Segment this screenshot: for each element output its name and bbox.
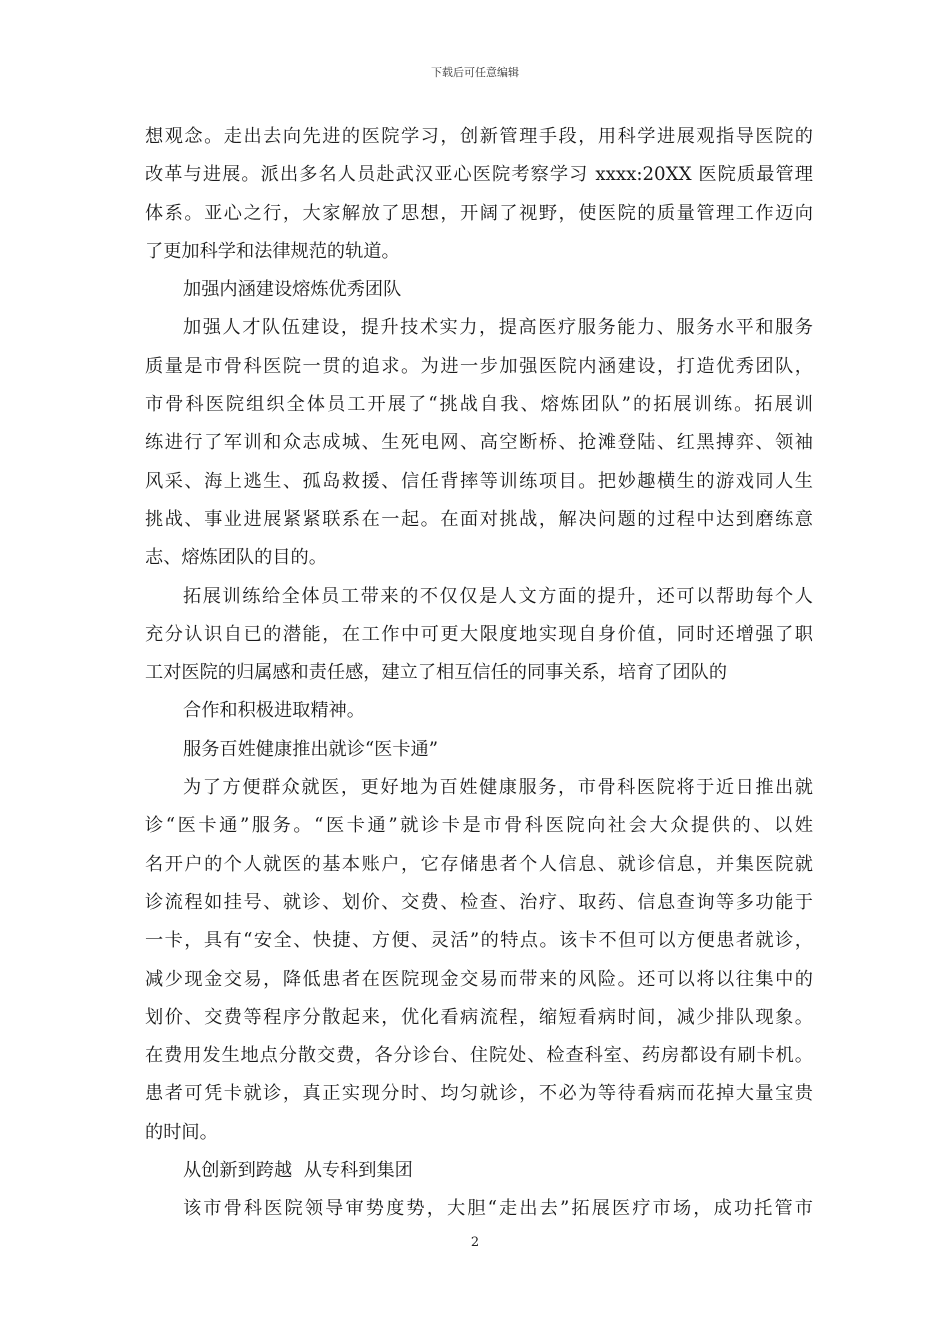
document-body	[145, 118, 813, 1229]
page-number: 2	[470, 1235, 480, 1250]
paragraph-line: 的时间。	[145, 1121, 218, 1143]
paragraph-line: 练进行了军训和众志成城、生死电网、高空断桥、抢滩登陆、红黑搏弈、领袖	[145, 432, 813, 454]
paragraph-line: 划价、交费等程序分散起来，优化看病流程，缩短看病时间，减少排队现象。	[145, 1006, 813, 1028]
paragraph-line: 名开户的个人就医的基本账户，它存储患者个人信息、就诊信息，并集医院就	[145, 853, 813, 875]
section-heading: 加强内涵建设熔炼优秀团队	[183, 279, 402, 301]
paragraph-line: 了更加科学和法律规范的轨道。	[145, 240, 400, 262]
paragraph-line: 充分认识自已的潜能，在工作中可更大限度地实现自身价值，同时还增强了职	[145, 623, 813, 645]
paragraph-line: 患者可凭卡就诊，真正实现分时、均匀就诊，不必为等待看病而花掉大量宝贵	[145, 1083, 813, 1105]
paragraph-line: 拓展训练给全体员工带来的不仅仅是人文方面的提升，还可以帮助每个人	[183, 585, 813, 607]
paragraph-line: 诊“医卡通”服务。“医卡通”就诊卡是市骨科医院向社会大众提供的、以姓	[145, 815, 813, 837]
paragraph-line: 改革与进展。派出多名人员赴武汉亚心医院考察学习 xxxx:20XX 医院质最管理	[145, 164, 813, 186]
paragraph-line: 质量是市骨科医院一贯的追求。为进一步加强医院内涵建设，打造优秀团队，	[145, 355, 813, 377]
paragraph-line: 在费用发生地点分散交费，各分诊台、住院处、检查科室、药房都设有刷卡机。	[145, 1045, 813, 1067]
paragraph-line: 志、熔炼团队的目的。	[145, 547, 327, 569]
paragraph-line: 诊流程如挂号、就诊、划价、交费、检查、治疗、取药、信息查询等多功能于	[145, 891, 813, 913]
paragraph-line: 减少现金交易，降低患者在医院现金交易而带来的风险。还可以将以往集中的	[145, 968, 813, 990]
paragraph-line: 体系。亚心之行，大家解放了思想，开阔了视野，使医院的质量管理工作迈向	[145, 202, 813, 224]
paragraph-line: 一卡，具有“安全、快捷、方便、灵活”的特点。该卡不但可以方便患者就诊，	[145, 930, 813, 952]
paragraph-line: 工对医院的归属感和责任感，建立了相互信任的同事关系，培育了团队的	[145, 662, 728, 684]
page-header: 下载后可任意编辑	[431, 66, 519, 79]
paragraph-line: 为了方便群众就医，更好地为百姓健康服务，市骨科医院将于近日推出就	[183, 777, 813, 799]
paragraph-line: 合作和积极进取精神。	[183, 700, 365, 722]
paragraph-line: 想观念。走出去向先进的医院学习，创新管理手段，用科学进展观指导医院的	[145, 126, 813, 147]
section-heading: 服务百姓健康推出就诊“医卡通”	[183, 738, 439, 760]
section-heading: 从创新到跨越 从专科到集团	[183, 1160, 413, 1182]
paragraph-line: 该市骨科医院领导审势度势，大胆“走出去”拓展医疗市场，成功托管市	[183, 1198, 813, 1220]
paragraph-line: 风采、海上逃生、孤岛救援、信任背摔等训练项目。把妙趣横生的游戏同人生	[145, 470, 813, 492]
paragraph-line: 市骨科医院组织全体员工开展了“挑战自我、熔炼团队”的拓展训练。拓展训	[145, 394, 813, 416]
paragraph-line: 加强人才队伍建设，提升技术实力，提高医疗服务能力、服务水平和服务	[183, 317, 813, 339]
paragraph-line: 挑战、事业进展紧紧联系在一起。在面对挑战，解决问题的过程中达到磨练意	[145, 508, 813, 530]
